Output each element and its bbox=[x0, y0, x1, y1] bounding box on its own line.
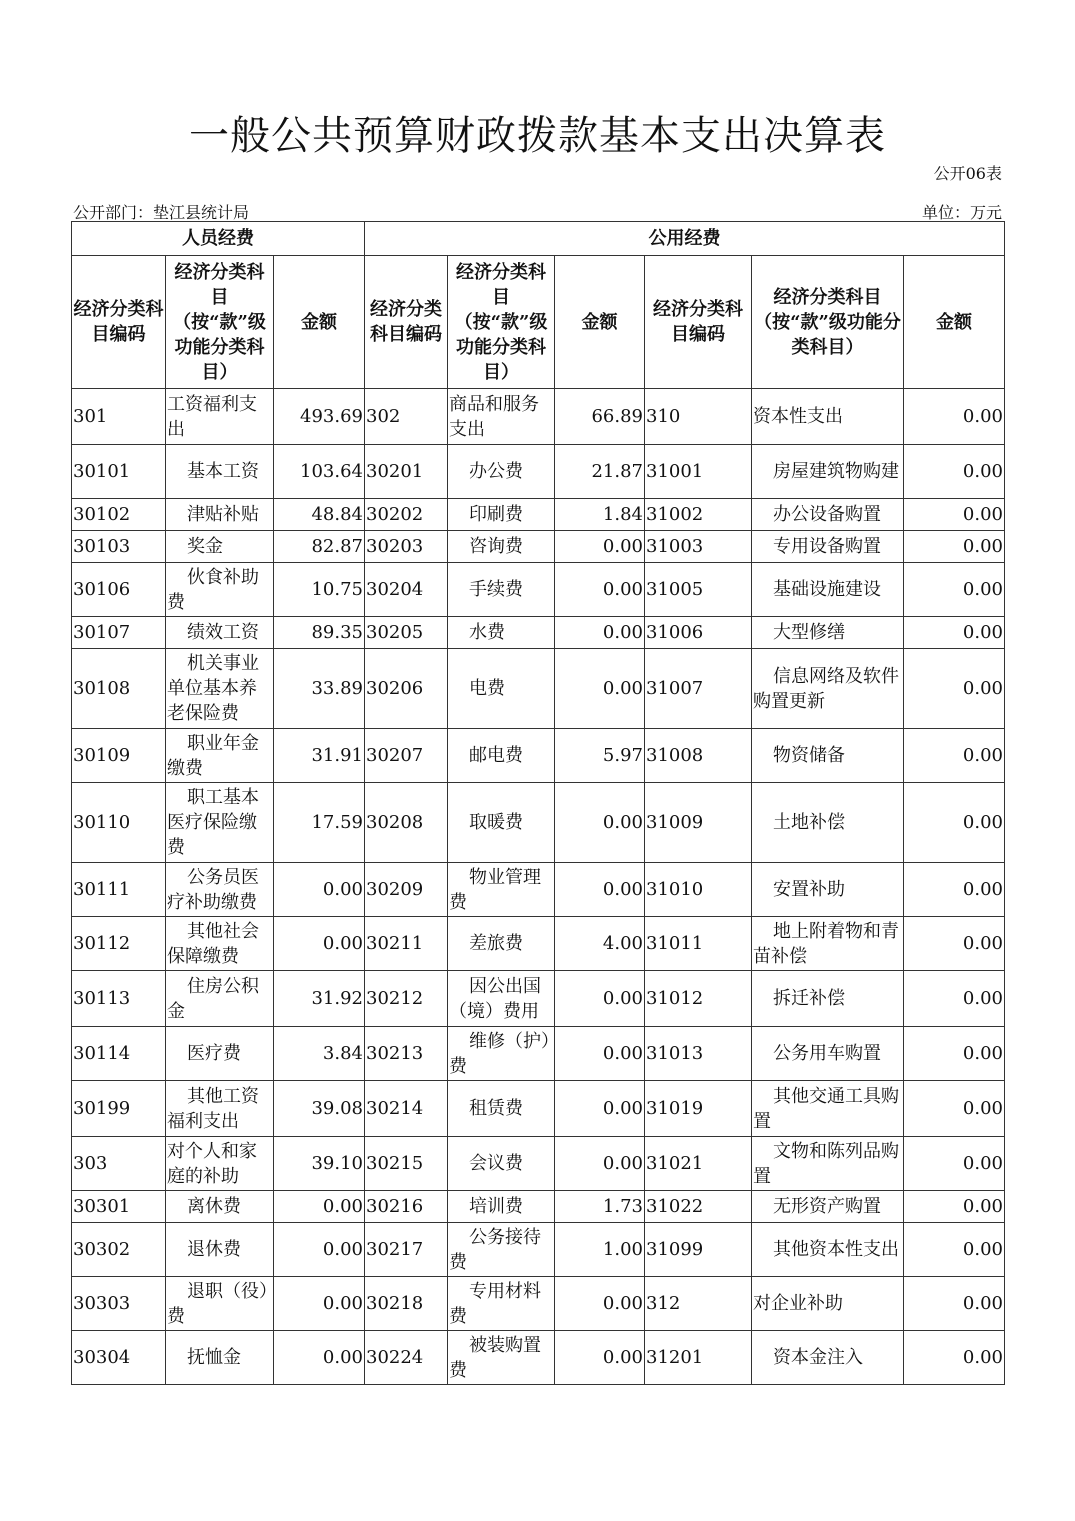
public-name-cell: 邮电费 bbox=[448, 729, 555, 783]
public-code-cell: 30204 bbox=[365, 563, 448, 617]
capital-amount-cell: 0.00 bbox=[904, 729, 1005, 783]
capital-amount-cell: 0.00 bbox=[904, 971, 1005, 1027]
capital-amount-cell: 0.00 bbox=[904, 1191, 1005, 1223]
personnel-amount-cell: 0.00 bbox=[274, 1277, 365, 1331]
personnel-name-cell: 津贴补贴 bbox=[166, 499, 274, 531]
public-name-cell: 咨询费 bbox=[448, 531, 555, 563]
capital-name-cell: 土地补偿 bbox=[752, 783, 904, 863]
public-amount-cell: 1.84 bbox=[555, 499, 645, 531]
public-amount-cell: 5.97 bbox=[555, 729, 645, 783]
capital-amount-cell: 0.00 bbox=[904, 917, 1005, 971]
personnel-amount-cell: 493.69 bbox=[274, 389, 365, 445]
personnel-name-cell: 其他社会保障缴费 bbox=[166, 917, 274, 971]
capital-name-cell: 对企业补助 bbox=[752, 1277, 904, 1331]
public-name-cell: 手续费 bbox=[448, 563, 555, 617]
personnel-code-cell: 30303 bbox=[72, 1277, 166, 1331]
personnel-amount-cell: 39.10 bbox=[274, 1137, 365, 1191]
capital-name-cell: 地上附着物和青苗补偿 bbox=[752, 917, 904, 971]
capital-name-cell: 信息网络及软件购置更新 bbox=[752, 649, 904, 729]
table-row bbox=[72, 1191, 1005, 1223]
capital-code-cell: 31012 bbox=[645, 971, 752, 1027]
table-row bbox=[72, 1027, 1005, 1081]
table-row bbox=[72, 389, 1005, 445]
capital-code-cell: 31006 bbox=[645, 617, 752, 649]
personnel-code-cell: 30109 bbox=[72, 729, 166, 783]
header-name: 经济分类科目（按“款”级功能分类科目） bbox=[752, 256, 904, 389]
table-row bbox=[72, 917, 1005, 971]
public-amount-cell: 0.00 bbox=[555, 783, 645, 863]
capital-name-cell: 其他资本性支出 bbox=[752, 1223, 904, 1277]
capital-amount-cell: 0.00 bbox=[904, 531, 1005, 563]
personnel-name-cell: 离休费 bbox=[166, 1191, 274, 1223]
personnel-code-cell: 30111 bbox=[72, 863, 166, 917]
personnel-name-cell: 退职（役）费 bbox=[166, 1277, 274, 1331]
public-code-cell: 30206 bbox=[365, 649, 448, 729]
capital-amount-cell: 0.00 bbox=[904, 445, 1005, 499]
capital-name-cell: 拆迁补偿 bbox=[752, 971, 904, 1027]
personnel-name-cell: 住房公积金 bbox=[166, 971, 274, 1027]
personnel-amount-cell: 82.87 bbox=[274, 531, 365, 563]
public-code-cell: 30202 bbox=[365, 499, 448, 531]
capital-name-cell: 房屋建筑物购建 bbox=[752, 445, 904, 499]
header-code: 经济分类科目编码 bbox=[72, 256, 166, 389]
personnel-amount-cell: 31.91 bbox=[274, 729, 365, 783]
personnel-name-cell: 对个人和家庭的补助 bbox=[166, 1137, 274, 1191]
personnel-amount-cell: 0.00 bbox=[274, 1191, 365, 1223]
personnel-amount-cell: 10.75 bbox=[274, 563, 365, 617]
capital-code-cell: 31021 bbox=[645, 1137, 752, 1191]
personnel-name-cell: 公务员医疗补助缴费 bbox=[166, 863, 274, 917]
header-amount: 金额 bbox=[904, 256, 1005, 389]
public-amount-cell: 1.73 bbox=[555, 1191, 645, 1223]
capital-amount-cell: 0.00 bbox=[904, 1137, 1005, 1191]
public-amount-cell: 0.00 bbox=[555, 1081, 645, 1137]
capital-code-cell: 31201 bbox=[645, 1331, 752, 1385]
table-row bbox=[72, 1331, 1005, 1385]
public-name-cell: 差旅费 bbox=[448, 917, 555, 971]
header-amount: 金额 bbox=[274, 256, 365, 389]
public-code-cell: 30203 bbox=[365, 531, 448, 563]
capital-code-cell: 31007 bbox=[645, 649, 752, 729]
capital-amount-cell: 0.00 bbox=[904, 389, 1005, 445]
capital-code-cell: 31003 bbox=[645, 531, 752, 563]
personnel-code-cell: 30304 bbox=[72, 1331, 166, 1385]
personnel-code-cell: 30102 bbox=[72, 499, 166, 531]
unit-label: 单位：万元 bbox=[921, 203, 1002, 222]
capital-name-cell: 基础设施建设 bbox=[752, 563, 904, 617]
capital-name-cell: 物资储备 bbox=[752, 729, 904, 783]
table-body bbox=[72, 389, 1005, 1385]
personnel-amount-cell: 0.00 bbox=[274, 1331, 365, 1385]
table-row bbox=[72, 1137, 1005, 1191]
table-row bbox=[72, 971, 1005, 1027]
public-code-cell: 302 bbox=[365, 389, 448, 445]
table-row bbox=[72, 863, 1005, 917]
personnel-amount-cell: 0.00 bbox=[274, 1223, 365, 1277]
form-number: 公开06表 bbox=[933, 164, 1002, 183]
capital-name-cell: 资本性支出 bbox=[752, 389, 904, 445]
personnel-amount-cell: 89.35 bbox=[274, 617, 365, 649]
public-code-cell: 30212 bbox=[365, 971, 448, 1027]
public-name-cell: 公务接待费 bbox=[448, 1223, 555, 1277]
capital-amount-cell: 0.00 bbox=[904, 563, 1005, 617]
capital-amount-cell: 0.00 bbox=[904, 1081, 1005, 1137]
personnel-name-cell: 职业年金缴费 bbox=[166, 729, 274, 783]
capital-code-cell: 31002 bbox=[645, 499, 752, 531]
capital-code-cell: 31022 bbox=[645, 1191, 752, 1223]
personnel-code-cell: 30113 bbox=[72, 971, 166, 1027]
page-title: 一般公共预算财政拨款基本支出决算表 bbox=[189, 113, 886, 159]
table-row bbox=[72, 499, 1005, 531]
personnel-amount-cell: 17.59 bbox=[274, 783, 365, 863]
capital-name-cell: 文物和陈列品购置 bbox=[752, 1137, 904, 1191]
public-code-cell: 30211 bbox=[365, 917, 448, 971]
public-name-cell: 印刷费 bbox=[448, 499, 555, 531]
table-row bbox=[72, 1081, 1005, 1137]
public-name-cell: 维修（护）费 bbox=[448, 1027, 555, 1081]
capital-code-cell: 31008 bbox=[645, 729, 752, 783]
personnel-code-cell: 30107 bbox=[72, 617, 166, 649]
table-row bbox=[72, 1223, 1005, 1277]
table-row bbox=[72, 783, 1005, 863]
capital-code-cell: 31011 bbox=[645, 917, 752, 971]
personnel-name-cell: 机关事业单位基本养老保险费 bbox=[166, 649, 274, 729]
personnel-name-cell: 退休费 bbox=[166, 1223, 274, 1277]
public-amount-cell: 0.00 bbox=[555, 1027, 645, 1081]
capital-name-cell: 资本金注入 bbox=[752, 1331, 904, 1385]
public-amount-cell: 0.00 bbox=[555, 617, 645, 649]
public-amount-cell: 0.00 bbox=[555, 863, 645, 917]
personnel-code-cell: 30302 bbox=[72, 1223, 166, 1277]
personnel-name-cell: 伙食补助费 bbox=[166, 563, 274, 617]
header-code: 经济分类科目编码 bbox=[645, 256, 752, 389]
capital-code-cell: 31099 bbox=[645, 1223, 752, 1277]
public-amount-cell: 0.00 bbox=[555, 1137, 645, 1191]
table-row bbox=[72, 617, 1005, 649]
capital-amount-cell: 0.00 bbox=[904, 863, 1005, 917]
capital-amount-cell: 0.00 bbox=[904, 1223, 1005, 1277]
public-code-cell: 30209 bbox=[365, 863, 448, 917]
capital-amount-cell: 0.00 bbox=[904, 649, 1005, 729]
capital-amount-cell: 0.00 bbox=[904, 1277, 1005, 1331]
capital-amount-cell: 0.00 bbox=[904, 1027, 1005, 1081]
capital-code-cell: 31009 bbox=[645, 783, 752, 863]
personnel-name-cell: 其他工资福利支出 bbox=[166, 1081, 274, 1137]
public-name-cell: 专用材料费 bbox=[448, 1277, 555, 1331]
public-name-cell: 取暖费 bbox=[448, 783, 555, 863]
personnel-amount-cell: 48.84 bbox=[274, 499, 365, 531]
budget-table bbox=[71, 221, 1005, 1385]
capital-amount-cell: 0.00 bbox=[904, 1331, 1005, 1385]
public-name-cell: 因公出国（境）费用 bbox=[448, 971, 555, 1027]
public-code-cell: 30218 bbox=[365, 1277, 448, 1331]
public-code-cell: 30217 bbox=[365, 1223, 448, 1277]
header-name: 经济分类科目（按“款”级功能分类科目） bbox=[166, 256, 274, 389]
public-code-cell: 30205 bbox=[365, 617, 448, 649]
capital-code-cell: 310 bbox=[645, 389, 752, 445]
header-code: 经济分类科目编码 bbox=[365, 256, 448, 389]
public-amount-cell: 4.00 bbox=[555, 917, 645, 971]
capital-code-cell: 312 bbox=[645, 1277, 752, 1331]
table-row bbox=[72, 563, 1005, 617]
public-name-cell: 水费 bbox=[448, 617, 555, 649]
public-name-cell: 商品和服务支出 bbox=[448, 389, 555, 445]
header-amount: 金额 bbox=[555, 256, 645, 389]
table-row bbox=[72, 445, 1005, 499]
personnel-amount-cell: 103.64 bbox=[274, 445, 365, 499]
capital-name-cell: 大型修缮 bbox=[752, 617, 904, 649]
public-code-cell: 30214 bbox=[365, 1081, 448, 1137]
public-amount-cell: 0.00 bbox=[555, 971, 645, 1027]
capital-name-cell: 无形资产购置 bbox=[752, 1191, 904, 1223]
personnel-name-cell: 奖金 bbox=[166, 531, 274, 563]
department-label: 公开部门：垫江县统计局 bbox=[73, 203, 250, 222]
personnel-name-cell: 医疗费 bbox=[166, 1027, 274, 1081]
personnel-amount-cell: 31.92 bbox=[274, 971, 365, 1027]
public-name-cell: 会议费 bbox=[448, 1137, 555, 1191]
table-row bbox=[72, 531, 1005, 563]
capital-name-cell: 专用设备购置 bbox=[752, 531, 904, 563]
public-amount-cell: 0.00 bbox=[555, 563, 645, 617]
public-amount-cell: 0.00 bbox=[555, 1331, 645, 1385]
personnel-code-cell: 30106 bbox=[72, 563, 166, 617]
public-code-cell: 30208 bbox=[365, 783, 448, 863]
personnel-code-cell: 303 bbox=[72, 1137, 166, 1191]
capital-name-cell: 办公设备购置 bbox=[752, 499, 904, 531]
capital-code-cell: 31010 bbox=[645, 863, 752, 917]
public-code-cell: 30224 bbox=[365, 1331, 448, 1385]
public-code-cell: 30207 bbox=[365, 729, 448, 783]
capital-code-cell: 31005 bbox=[645, 563, 752, 617]
personnel-code-cell: 30114 bbox=[72, 1027, 166, 1081]
personnel-code-cell: 30103 bbox=[72, 531, 166, 563]
public-code-cell: 30213 bbox=[365, 1027, 448, 1081]
personnel-amount-cell: 33.89 bbox=[274, 649, 365, 729]
section-personnel: 人员经费 bbox=[72, 222, 365, 256]
personnel-code-cell: 30101 bbox=[72, 445, 166, 499]
personnel-code-cell: 30199 bbox=[72, 1081, 166, 1137]
public-name-cell: 培训费 bbox=[448, 1191, 555, 1223]
public-code-cell: 30215 bbox=[365, 1137, 448, 1191]
capital-amount-cell: 0.00 bbox=[904, 499, 1005, 531]
personnel-amount-cell: 0.00 bbox=[274, 917, 365, 971]
personnel-name-cell: 工资福利支出 bbox=[166, 389, 274, 445]
capital-amount-cell: 0.00 bbox=[904, 783, 1005, 863]
capital-code-cell: 31001 bbox=[645, 445, 752, 499]
personnel-amount-cell: 3.84 bbox=[274, 1027, 365, 1081]
public-name-cell: 电费 bbox=[448, 649, 555, 729]
public-code-cell: 30216 bbox=[365, 1191, 448, 1223]
public-amount-cell: 0.00 bbox=[555, 1277, 645, 1331]
personnel-name-cell: 绩效工资 bbox=[166, 617, 274, 649]
public-name-cell: 办公费 bbox=[448, 445, 555, 499]
table-row bbox=[72, 1277, 1005, 1331]
public-amount-cell: 0.00 bbox=[555, 649, 645, 729]
personnel-code-cell: 301 bbox=[72, 389, 166, 445]
capital-code-cell: 31013 bbox=[645, 1027, 752, 1081]
public-amount-cell: 66.89 bbox=[555, 389, 645, 445]
capital-name-cell: 安置补助 bbox=[752, 863, 904, 917]
table-row bbox=[72, 729, 1005, 783]
personnel-code-cell: 30301 bbox=[72, 1191, 166, 1223]
personnel-code-cell: 30112 bbox=[72, 917, 166, 971]
public-name-cell: 被装购置费 bbox=[448, 1331, 555, 1385]
section-public: 公用经费 bbox=[365, 222, 1005, 256]
header-name: 经济分类科目（按“款”级功能分类科目） bbox=[448, 256, 555, 389]
public-code-cell: 30201 bbox=[365, 445, 448, 499]
table-row bbox=[72, 649, 1005, 729]
personnel-code-cell: 30108 bbox=[72, 649, 166, 729]
capital-amount-cell: 0.00 bbox=[904, 617, 1005, 649]
public-amount-cell: 21.87 bbox=[555, 445, 645, 499]
personnel-code-cell: 30110 bbox=[72, 783, 166, 863]
personnel-amount-cell: 0.00 bbox=[274, 863, 365, 917]
personnel-amount-cell: 39.08 bbox=[274, 1081, 365, 1137]
public-amount-cell: 1.00 bbox=[555, 1223, 645, 1277]
public-amount-cell: 0.00 bbox=[555, 531, 645, 563]
public-name-cell: 租赁费 bbox=[448, 1081, 555, 1137]
capital-name-cell: 公务用车购置 bbox=[752, 1027, 904, 1081]
personnel-name-cell: 基本工资 bbox=[166, 445, 274, 499]
personnel-name-cell: 职工基本医疗保险缴费 bbox=[166, 783, 274, 863]
personnel-name-cell: 抚恤金 bbox=[166, 1331, 274, 1385]
capital-name-cell: 其他交通工具购置 bbox=[752, 1081, 904, 1137]
capital-code-cell: 31019 bbox=[645, 1081, 752, 1137]
public-name-cell: 物业管理费 bbox=[448, 863, 555, 917]
